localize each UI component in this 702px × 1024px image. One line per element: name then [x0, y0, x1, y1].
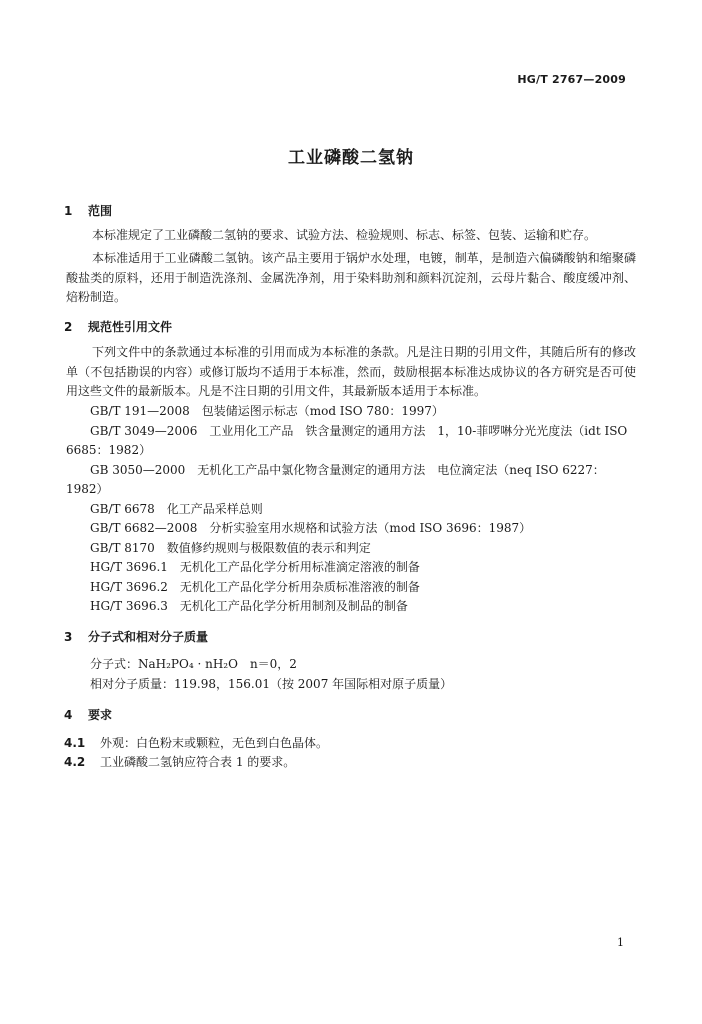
standard-code: HG/T 2767—2009 — [517, 73, 626, 86]
section-number: 1 — [64, 204, 73, 218]
reference-item: HG/T 3696.2 无机化工产品化学分析用杂质标准溶液的制备 — [90, 579, 420, 594]
section-title: 范围 — [88, 204, 113, 218]
section-title: 分子式和相对分子质量 — [88, 630, 209, 644]
reference-item: HG/T 3696.3 无机化工产品化学分析用制剂及制品的制备 — [90, 599, 408, 613]
section-1-heading — [64, 202, 112, 219]
section-number: 3 — [64, 630, 73, 644]
section-2-heading — [64, 318, 172, 335]
requirement-number: 4.1 — [64, 736, 86, 750]
reference-item: GB/T 8170 数值修约规则与极限数值的表示和判定 — [90, 540, 371, 555]
scope-paragraph-1: 本标准规定了工业磷酸二氢钠的要求、试验方法、检验规则、标志、标签、包装、运输和贮存。 — [92, 228, 597, 242]
reference-item: GB/T 6682—2008 分析实验室用水规格和试验方法（mod ISO 3696：1987） — [90, 521, 532, 535]
requirement-number: 4.2 — [64, 755, 86, 769]
normative-intro: 下列文件中的条款通过本标准的引用而成为本标准的条款。凡是注日期的引用文件，其随后所有的修改单（不包括勘误的内容）或修订版均不适用于本标准，然而，鼓励根据本标准达成协议的各方研究是否可使用这些文件的最新版本。凡是不注日期的引用文件，其最新版本适用于本标准。 — [66, 345, 636, 398]
section-title: 要求 — [88, 708, 113, 722]
page-number: 1 — [617, 936, 624, 949]
reference-item: GB/T 3049—2006 工业用化工产品 铁含量测定的通用方法 1，10-菲啰啉分光光度法（idt ISO 6685：1982） — [66, 423, 628, 457]
molecular-formula: 分子式：NaH₂PO₄ · nH₂O n＝0，2 — [90, 657, 297, 671]
document-title: 工业磷酸二氢钠 — [288, 148, 414, 168]
requirement-item — [64, 753, 295, 772]
molecular-mass: 相对分子质量：119.98，156.01（按 2007 年国际相对原子质量） — [90, 677, 453, 691]
reference-item: GB 3050—2000 无机化工产品中氯化物含量测定的通用方法 电位滴定法（neq ISO 6227：1982） — [66, 462, 605, 496]
section-4-heading — [64, 706, 112, 723]
requirement-item — [64, 734, 328, 753]
reference-item: GB/T 191—2008 包装储运图示标志（mod ISO 780：1997） — [90, 404, 444, 418]
scope-paragraph-2: 本标准适用于工业磷酸二氢钠。该产品主要用于锅炉水处理，电镀，制革，是制造六偏磷酸钠和缩聚磷酸盐类的原料，还用于制造洗涤剂、金属洗净剂，用于染料助剂和颜料沉淀剂，云母片黏合、酸度缓冲剂、焙粉制造。 — [66, 251, 636, 304]
requirement-text: 工业磷酸二氢钠应符合表 1 的要求。 — [100, 755, 296, 769]
reference-list — [66, 402, 636, 617]
reference-item: HG/T 3696.1 无机化工产品化学分析用标准滴定溶液的制备 — [90, 560, 420, 574]
section-number: 2 — [64, 320, 73, 334]
section-number: 4 — [64, 708, 73, 722]
requirement-text: 外观：白色粉末或颗粒，无色到白色晶体。 — [100, 736, 329, 750]
section-title: 规范性引用文件 — [88, 320, 173, 334]
section-3-heading — [64, 628, 208, 645]
reference-item: GB/T 6678 化工产品采样总则 — [90, 501, 263, 516]
